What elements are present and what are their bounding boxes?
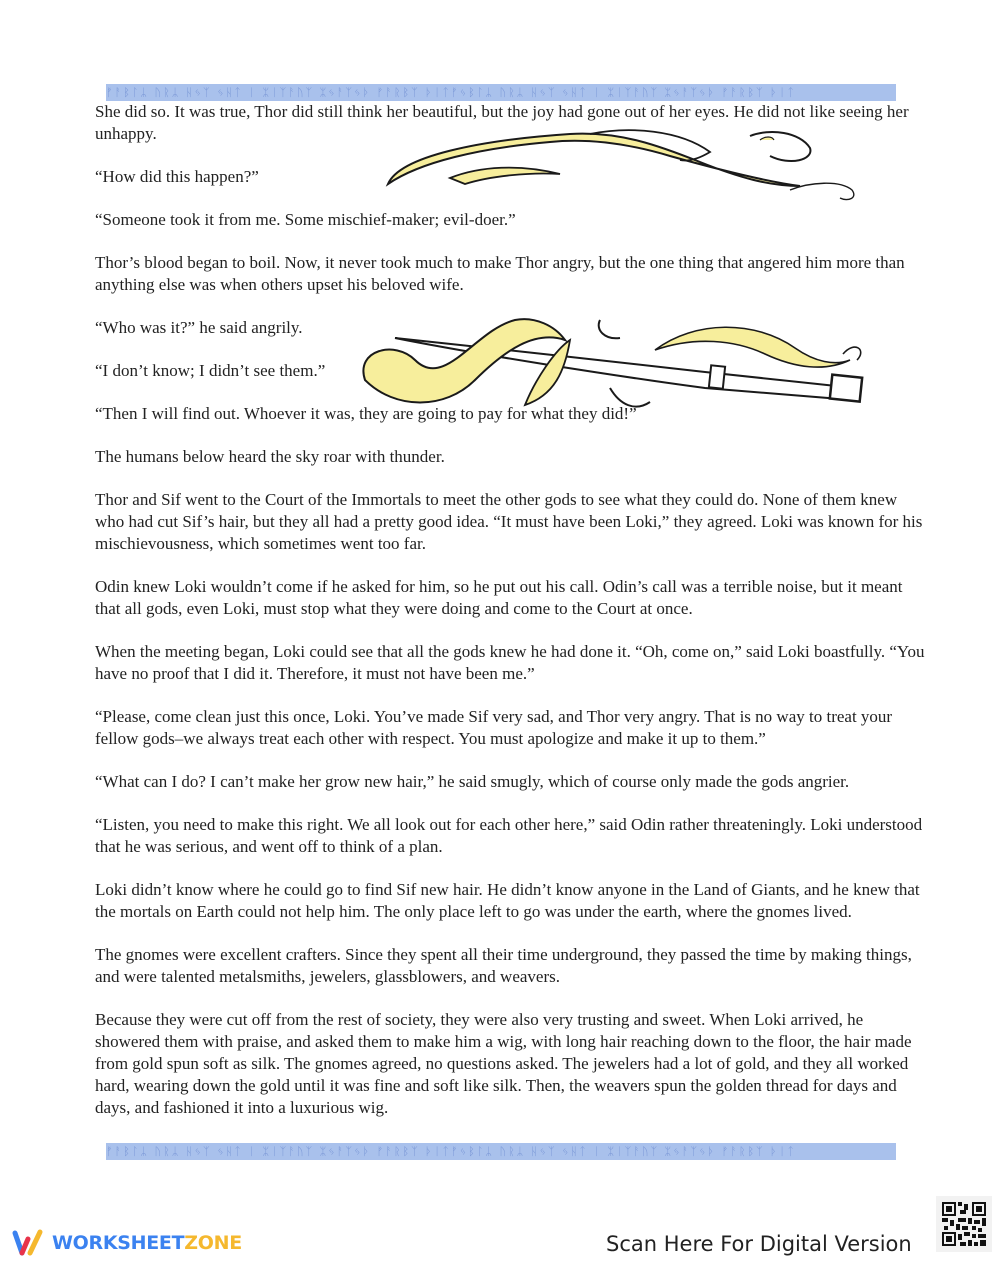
qr-code-icon[interactable] [936,1196,992,1252]
paragraph: Thor and Sif went to the Court of the Immortals to meet the other gods to see what they could do. None of them knew who had cut Sif’s hair, but they all had a pretty good idea. “It must have been Loki,” they agreed. Loki was known for his mischievousness, which sometimes went too far. [95,490,923,553]
paragraph: The gnomes were excellent crafters. Since they spent all their time underground, they passed the time by making things, and were talented metalsmiths, jewelers, glassblowers, and weavers. [95,945,912,986]
paragraph: Because they were cut off from the rest of society, they were also very trusting and sweet. When Loki arrived, he showered them with praise, and asked them to make him a wig, with long hair reaching down to the floor, the hair made from gold spun soft as silk. The gnomes agreed, no questions asked. The jewelers had a lot of gold, and they all worked hard, wearing down the gold until it was fine and soft like silk. Then, the weavers spun the golden thread for days and days, and fashioned it into a luxurious wig. [95,1010,912,1117]
paragraph: Loki didn’t know where he could go to find Sif new hair. He didn’t know anyone in the Land of Giants, and he knew that the mortals on Earth could not help him. The only place left to go was under the earth, where the gnomes lived. [95,880,920,921]
paragraph: The humans below heard the sky roar with thunder. [95,447,445,466]
paragraph: When the meeting began, Loki could see that all the gods knew he had done it. “Oh, come on,” said Loki boastfully. “You have no proof that I did it. Therefore, it must not have been me.” [95,642,925,683]
paragraph: “I don’t know; I didn’t see them.” [95,361,326,380]
paragraph: “Who was it?” he said angrily. [95,318,303,337]
paragraph: “Someone took it from me. Some mischief-maker; evil-doer.” [95,210,516,229]
paragraph: “Listen, you need to make this right. We all look out for each other here,” said Odin rather threateningly. Loki understood that he was serious, and went off to think of a plan. [95,815,923,856]
scan-digital-version-label: Scan Here For Digital Version [606,1232,912,1256]
paragraph: “Then I will find out. Whoever it was, they are going to pay for what they did!” [95,404,637,423]
paragraph: “What can I do? I can’t make her grow new hair,” he said smugly, which of course only made the gods angrier. [95,772,850,791]
paragraph: Thor’s blood began to boil. Now, it never took much to make Thor angry, but the one thing that angered him more than anything else was when others upset his beloved wife. [95,253,905,294]
worksheetzone-logo-icon [10,1228,46,1258]
paragraph: She did so. It was true, Thor did still think her beautiful, but the joy had gone out of her eyes. He did not like seeing her unhappy. [95,102,909,143]
logo-text-zone: ZONE [184,1232,242,1254]
paragraph: “How did this happen?” [95,167,259,186]
worksheetzone-logo[interactable] [10,1228,242,1258]
paragraph: “Please, come clean just this once, Loki. You’ve made Sif very sad, and Thor very angry. That is no way to treat your fellow gods–we always treat each other with respect. You must apologize and make it up to them.” [95,707,893,748]
rune-border-bottom: ᚠᚨᛒᛚᛦ ᚢᚱᛦ ᚺᛃᛉ ᛃᚺᛏ ᛁ ᛯᛁᛉᚨᚢᛉ ᛯᛃᚨᛉᛃᚦ ᚠᚨᚱᛒᛉ ᚦᛁᛏᚠᛃᛒᛚᛦ ᚢᚱᛦ ᚺᛃᛉ ᛃᚺᛏ ᛁ ᛯᛁᛉᚨᚢᛉ ᛯᛃᚨᛉᛃᚦ ᚠᚨᚱᛒᛉ ᚦᛁᛏ [106,1143,896,1160]
paragraph: Odin knew Loki wouldn’t come if he asked for him, so he put out his call. Odin’s call was a terrible noise, but it meant that all gods, even Loki, must stop what they were doing and come to the Court at once. [95,577,903,618]
story-body [95,101,925,1119]
rune-border-top: ᚠᚨᛒᛚᛦ ᚢᚱᛦ ᚺᛃᛉ ᛃᚺᛏ ᛁ ᛯᛁᛉᚨᚢᛉ ᛯᛃᚨᛉᛃᚦ ᚠᚨᚱᛒᛉ ᚦᛁᛏᚠᛃᛒᛚᛦ ᚢᚱᛦ ᚺᛃᛉ ᛃᚺᛏ ᛁ ᛯᛁᛉᚨᚢᛉ ᛯᛃᚨᛉᛃᚦ ᚠᚨᚱᛒᛉ ᚦᛁᛏ [106,84,896,101]
logo-text-worksheet: WORKSHEET [52,1232,185,1254]
